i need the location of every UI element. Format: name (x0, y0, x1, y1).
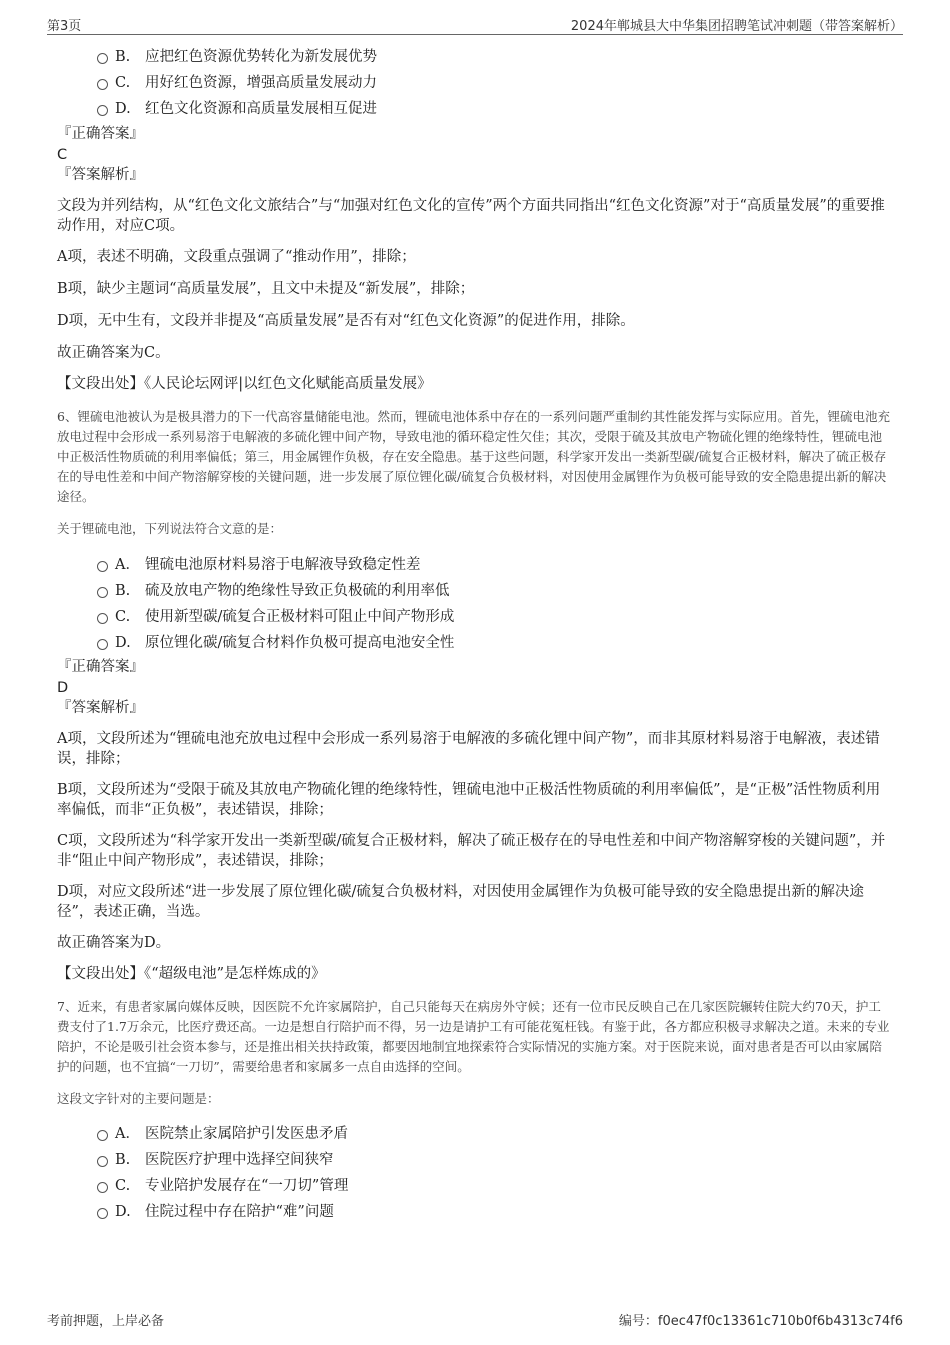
option-text: 医院医疗护理中选择空间狭窄 (145, 1152, 334, 1168)
q5-option-b[interactable] (57, 44, 893, 70)
option-key: D. (115, 101, 131, 117)
footer-slogan: 考前押题，上岸必备 (47, 1314, 165, 1329)
option-text: 应把红色资源优势转化为新发展优势 (145, 49, 377, 65)
option-key: A． (115, 557, 140, 573)
radio-icon[interactable] (97, 639, 108, 650)
radio-icon[interactable] (97, 561, 108, 572)
option-text: 使用新型碳/硫复合正极材料可阻止中间产物形成 (145, 609, 455, 625)
q5-option-d[interactable] (57, 96, 893, 122)
q7-option-b[interactable] (57, 1147, 893, 1173)
q6-stem: 6、锂硫电池被认为是极具潜力的下一代高容量储能电池。然而，锂硫电池体系中存在的一系列问题严重制约其性能发挥与实际应用。首先，锂硫电池充放电过程中会形成一系列易溶于电解液的多硫化锂中间产物，导致电池的循环稳定性欠佳；其次，受限于硫及其放电产物硫化锂的绝缘特性，锂硫电池中正极活性物质硫的利用率偏低；第三，用金属锂作负极，存在安全隐患。基于这些问题，科学家开发出一类新型碳/硫复合正极材料，解决了硫正极存在的导电性差和中间产物溶解穿梭的关键问题，进一步发展了原位锂化碳/硫复合负极材料，对因使用金属锂作为负极可能导致的安全隐患提出新的解决途径。 (57, 409, 890, 504)
option-key: C. (115, 609, 131, 625)
option-key: B. (115, 1152, 131, 1168)
document-id: 编号：f0ec47f0c13361c710b0f6b4313c74f6 (618, 1314, 903, 1329)
q7-options (57, 1121, 893, 1225)
q7-stem: 7、近来，有患者家属向媒体反映，因医院不允许家属陪护，自己只能每天在病房外守候；还有一位市民反映自己在几家医院辗转住院大约70天，护工费支付了1.7万余元，比医疗费还高。一边是想自行陪护而不得，另一边是请护工有可能花冤枉钱。有鉴于此，各方都应积极寻求解决之道。未来的专业陪护，不论是吸引社会资本参与，还是推出相关扶持政策，都要因地制宜地探索符合实际情况的实施方案。对于医院来说，面对患者是否可以由家属陪护的问题，也不宜搞“一刀切”，需要给患者和家属多一点自由选择的空间。 (57, 999, 890, 1074)
q6-conclusion: 故正确答案为D。 (57, 935, 171, 951)
q6-analysis-a: A项，文段所述为“锂硫电池充放电过程中会形成一系列易溶于电解液的多硫化锂中间产物”，而非其原材料易溶于电解液，表述错误，排除； (57, 731, 880, 767)
radio-icon[interactable] (97, 105, 108, 116)
q6-source: 【文段出处】《“超级电池”是怎样炼成的》 (57, 966, 326, 982)
q5-analysis-label: 『答案解析』 (57, 167, 144, 183)
q6-option-a[interactable] (57, 552, 893, 578)
q5-analysis-a: A项，表述不明确，文段重点强调了“推动作用”，排除； (57, 249, 416, 265)
radio-icon[interactable] (97, 1130, 108, 1141)
q6-options (57, 552, 893, 656)
q6-answer-label: 『正确答案』 (57, 659, 144, 675)
q5-answer-label: 『正确答案』 (57, 126, 144, 142)
q7-option-a[interactable] (57, 1121, 893, 1147)
radio-icon[interactable] (97, 613, 108, 624)
option-key: C. (115, 1178, 131, 1194)
q6-analysis-b: B项，文段所述为“受限于硫及其放电产物硫化锂的绝缘特性，锂硫电池中正极活性物质硫的利用率偏低”，是“正极”活性物质利用率偏低，而非“正负极”，表述错误，排除； (57, 782, 881, 818)
option-text: 硫及放电产物的绝缘性导致正负极硫的利用率低 (145, 583, 450, 599)
option-text: 专业陪护发展存在“一刀切”管理 (145, 1178, 349, 1194)
page-content (57, 44, 893, 1225)
q7-option-c[interactable] (57, 1173, 893, 1199)
radio-icon[interactable] (97, 1208, 108, 1219)
option-key: D. (115, 1204, 131, 1220)
option-text: 锂硫电池原材料易溶于电解液导致稳定性差 (145, 557, 421, 573)
option-text: 住院过程中存在陪护“难”问题 (145, 1204, 334, 1220)
radio-icon[interactable] (97, 53, 108, 64)
radio-icon[interactable] (97, 1156, 108, 1167)
q5-option-c[interactable] (57, 70, 893, 96)
q5-source: 【文段出处】《人民论坛网评|以红色文化赋能高质量发展》 (57, 376, 432, 392)
page-number: 第3页 (47, 19, 82, 34)
q5-analysis-summary: 文段为并列结构，从“红色文化文旅结合”与“加强对红色文化的宣传”两个方面共同指出“红色文化资源”对于“高质量发展”的重要推动作用，对应C项。 (57, 198, 885, 234)
q5-analysis-d: D项，无中生有，文段并非提及“高质量发展”是否有对“红色文化资源”的促进作用，排除。 (57, 313, 635, 329)
q6-option-d[interactable] (57, 630, 893, 656)
radio-icon[interactable] (97, 1182, 108, 1193)
radio-icon[interactable] (97, 79, 108, 90)
option-key: B. (115, 583, 131, 599)
q5-answer: C (57, 147, 68, 163)
q6-question: 关于锂硫电池，下列说法符合文意的是： (57, 521, 283, 536)
radio-icon[interactable] (97, 587, 108, 598)
page-header (47, 12, 903, 35)
option-key: D. (115, 635, 131, 651)
q6-option-b[interactable] (57, 578, 893, 604)
q5-options (57, 44, 893, 122)
q5-conclusion: 故正确答案为C。 (57, 345, 170, 361)
option-text: 原位锂化碳/硫复合材料作负极可提高电池安全性 (145, 635, 455, 651)
q6-analysis-c: C项，文段所述为“科学家开发出一类新型碳/硫复合正极材料，解决了硫正极存在的导电性差和中间产物溶解穿梭的关键问题”，并非“阻止中间产物形成”，表述错误，排除； (57, 833, 886, 869)
option-key: A． (115, 1126, 140, 1142)
q7-option-d[interactable] (57, 1199, 893, 1225)
q6-analysis-d: D项，对应文段所述“进一步发展了原位锂化碳/硫复合负极材料，对因使用金属锂作为负极可能导致的安全隐患提出新的解决途径”，表述正确，当选。 (57, 884, 864, 920)
q6-analysis-label: 『答案解析』 (57, 700, 144, 716)
q6-option-c[interactable] (57, 604, 893, 630)
q6-answer: D (57, 680, 69, 696)
option-text: 红色文化资源和高质量发展相互促进 (145, 101, 377, 117)
q5-analysis-b: B项，缺少主题词“高质量发展”，且文中未提及“新发展”，排除； (57, 281, 475, 297)
option-text: 医院禁止家属陪护引发医患矛盾 (145, 1126, 348, 1142)
document-title: 2024年郸城县大中华集团招聘笔试冲刺题（带答案解析） (570, 19, 903, 34)
q7-question: 这段文字针对的主要问题是： (57, 1091, 220, 1106)
option-key: C. (115, 75, 131, 91)
option-key: B. (115, 49, 131, 65)
option-text: 用好红色资源，增强高质量发展动力 (145, 75, 377, 91)
